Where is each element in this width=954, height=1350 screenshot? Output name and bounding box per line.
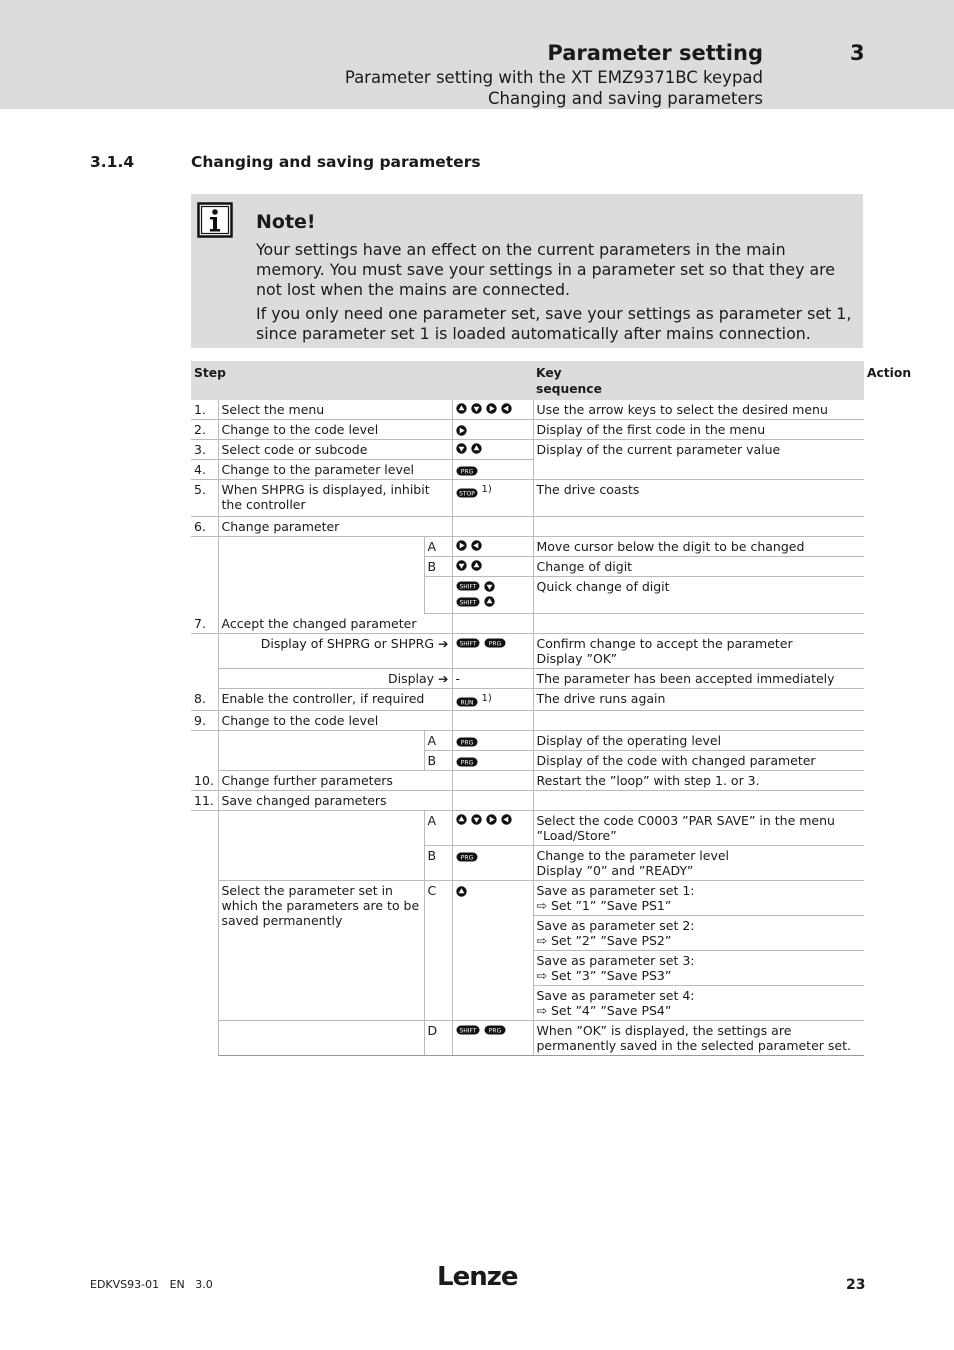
step-number: 5.	[191, 480, 218, 517]
step-action: The drive runs again	[533, 689, 864, 711]
run-key-icon	[456, 697, 478, 707]
key-sequence	[452, 480, 533, 517]
step-action: Display of the current parameter value	[533, 440, 864, 480]
step-action: Change of digit	[533, 557, 864, 577]
substep-label: A	[424, 537, 452, 557]
table-row	[191, 634, 864, 669]
step-action: Display of the code with changed parameter	[533, 751, 864, 771]
table-row	[191, 811, 864, 846]
key-sequence	[452, 440, 533, 460]
step-number: 9.	[191, 711, 218, 731]
substep-label: C	[424, 881, 452, 1021]
page-number: 23	[846, 1277, 866, 1293]
arrow-left-key-icon	[501, 814, 512, 825]
arrow-down-key-icon	[471, 403, 482, 414]
table-row	[191, 731, 864, 751]
footnote-ref: 1)	[481, 693, 492, 704]
note-heading: Note!	[256, 211, 316, 233]
table-row	[191, 614, 864, 634]
table-header-row: Step Key sequence Action	[191, 361, 864, 400]
section-number: 3.1.4	[90, 153, 135, 171]
step-action: Save as parameter set 3: ⇨ Set ”3” ”Save PS3”	[533, 951, 864, 986]
prg-key-icon	[456, 466, 478, 476]
key-sequence	[452, 420, 533, 440]
table-row	[191, 517, 864, 537]
step-text: Save changed parameters	[218, 791, 452, 811]
arrow-up-key-icon	[471, 443, 482, 454]
step-text: Display ➔	[218, 669, 452, 689]
step-action: Move cursor below the digit to be changed	[533, 537, 864, 557]
step-number: 6.	[191, 517, 218, 537]
arrow-right-key-icon	[486, 814, 497, 825]
step-action: Save as parameter set 4: ⇨ Set ”4” ”Save PS4”	[533, 986, 864, 1021]
arrow-left-key-icon	[501, 403, 512, 414]
step-text: Select the parameter set in which the parameters are to be saved permanently	[218, 881, 424, 1021]
page-title: Parameter setting	[547, 41, 763, 65]
step-number: 11.	[191, 791, 218, 811]
step-number: 7.	[191, 614, 218, 634]
header-step: Step	[191, 361, 533, 400]
svg-text:PRG: PRG	[460, 467, 473, 475]
key-sequence	[452, 881, 533, 1021]
svg-text:PRG: PRG	[460, 758, 473, 766]
prg-key-icon	[484, 638, 506, 648]
header-key-sequence: Key sequence	[533, 361, 864, 400]
substep-label: B	[424, 751, 452, 771]
prg-key-icon	[456, 757, 478, 767]
key-sequence	[452, 731, 533, 751]
substep-label: B	[424, 557, 452, 577]
svg-text:PRG: PRG	[460, 738, 473, 746]
arrow-up-key-icon	[456, 814, 467, 825]
table-row	[191, 791, 864, 811]
step-action: Select the code C0003 ”PAR SAVE” in the menu ”Load/Store”	[533, 811, 864, 846]
step-action: The drive coasts	[533, 480, 864, 517]
shift-key-icon	[456, 597, 480, 607]
key-sequence	[452, 460, 533, 480]
steps-table	[191, 361, 912, 1056]
arrow-up-key-icon	[484, 596, 495, 607]
key-sequence	[452, 751, 533, 771]
table-row	[191, 440, 864, 460]
table-row	[191, 881, 864, 916]
shift-key-icon	[456, 1025, 480, 1035]
arrow-down-key-icon	[456, 560, 467, 571]
page-subtitle-2: Changing and saving parameters	[487, 89, 763, 108]
step-number: 2.	[191, 420, 218, 440]
svg-text:STOP: STOP	[458, 489, 475, 497]
step-action: Display of the first code in the menu	[533, 420, 864, 440]
document-code: EDKVS93-01 EN 3.0	[90, 1278, 213, 1291]
step-text: Change further parameters	[218, 771, 452, 791]
svg-text:SHIFT: SHIFT	[458, 640, 477, 648]
page-subtitle: Parameter setting with the XT EMZ9371BC keypad	[344, 68, 763, 87]
stop-key-icon	[456, 488, 478, 498]
header-band	[0, 0, 954, 109]
svg-text:RUN: RUN	[459, 698, 474, 706]
lenze-logo: Lenze	[437, 1262, 518, 1292]
substep-label: A	[424, 811, 452, 846]
prg-key-icon	[484, 1025, 506, 1035]
note-paragraph-2: If you only need one parameter set, save your settings as parameter set 1, since parameter set 1 is loaded automatically after mains connection.	[256, 304, 852, 343]
table-row	[191, 689, 864, 711]
table-row	[191, 400, 864, 420]
prg-key-icon	[456, 737, 478, 747]
arrow-up-key-icon	[471, 560, 482, 571]
step-action: Save as parameter set 1: ⇨ Set ”1” ”Save PS1”	[533, 881, 864, 916]
key-sequence	[452, 400, 533, 420]
arrow-down-key-icon	[484, 581, 495, 592]
table-row	[191, 420, 864, 440]
step-text: Accept the changed parameter	[218, 614, 452, 634]
chapter-number: 3	[850, 41, 865, 65]
table-row	[191, 480, 864, 517]
step-action: Save as parameter set 2: ⇨ Set ”2” ”Save PS2”	[533, 916, 864, 951]
step-number: 3.	[191, 440, 218, 460]
step-number: 8.	[191, 689, 218, 711]
svg-text:PRG: PRG	[488, 640, 501, 648]
arrow-right-key-icon	[456, 540, 467, 551]
step-text: Change to the code level	[218, 711, 452, 731]
step-text: Select code or subcode	[218, 440, 452, 460]
key-sequence	[452, 577, 533, 614]
note-paragraph-1: Your settings have an effect on the current parameters in the main memory. You must save your settings in a parameter set so that they are not lost when the mains are connected.	[256, 240, 836, 299]
arrow-up-key-icon	[456, 403, 467, 414]
arrow-down-key-icon	[456, 443, 467, 454]
step-text: Change to the parameter level	[218, 460, 452, 480]
step-text: Enable the controller, if required	[218, 689, 452, 711]
table-row	[191, 669, 864, 689]
arrow-down-key-icon	[471, 814, 482, 825]
step-action: Use the arrow keys to select the desired menu	[533, 400, 864, 420]
svg-text:PRG: PRG	[488, 1027, 501, 1035]
note-box	[191, 194, 863, 348]
table-row	[191, 1021, 864, 1056]
step-number: 4.	[191, 460, 218, 480]
arrow-up-key-icon	[456, 886, 467, 897]
table-row	[191, 537, 864, 557]
step-text: Change to the code level	[218, 420, 452, 440]
key-sequence	[452, 557, 533, 577]
step-text: When SHPRG is displayed, inhibit the controller	[218, 480, 452, 517]
step-action: Quick change of digit	[533, 577, 864, 614]
substep-label: A	[424, 731, 452, 751]
svg-text:PRG: PRG	[460, 853, 473, 861]
step-number: 10.	[191, 771, 218, 791]
key-sequence	[452, 634, 533, 669]
step-number: 1.	[191, 400, 218, 420]
key-sequence: -	[452, 669, 533, 689]
step-action: Display of the operating level	[533, 731, 864, 751]
step-text: Select the menu	[218, 400, 452, 420]
arrow-right-key-icon	[456, 425, 467, 436]
table-row	[191, 771, 864, 791]
shift-key-icon	[456, 638, 480, 648]
step-action: When ”OK” is displayed, the settings are permanently saved in the selected parameter set.	[533, 1021, 864, 1056]
substep-label: D	[424, 1021, 452, 1056]
step-text: Display of SHPRG or SHPRG ➔	[218, 634, 452, 669]
step-action: The parameter has been accepted immediately	[533, 669, 864, 689]
step-action: Restart the ”loop” with step 1. or 3.	[533, 771, 864, 791]
step-text: Change parameter	[218, 517, 452, 537]
table-row	[191, 711, 864, 731]
info-icon	[197, 202, 233, 238]
step-action: Confirm change to accept the parameter Display ”OK”	[533, 634, 864, 669]
prg-key-icon	[456, 852, 478, 862]
arrow-left-key-icon	[471, 540, 482, 551]
key-sequence	[452, 846, 533, 881]
arrow-right-key-icon	[486, 403, 497, 414]
key-sequence	[452, 537, 533, 557]
key-sequence	[452, 811, 533, 846]
substep-label: B	[424, 846, 452, 881]
svg-text:SHIFT: SHIFT	[458, 583, 477, 591]
shift-key-icon	[456, 581, 480, 591]
section-title: Changing and saving parameters	[191, 153, 481, 171]
svg-text:SHIFT: SHIFT	[458, 598, 477, 606]
svg-text:SHIFT: SHIFT	[458, 1027, 477, 1035]
step-action: Change to the parameter level Display ”0” and ”READY”	[533, 846, 864, 881]
footnote-ref: 1)	[481, 484, 492, 495]
key-sequence	[452, 1021, 533, 1056]
key-sequence	[452, 689, 533, 711]
